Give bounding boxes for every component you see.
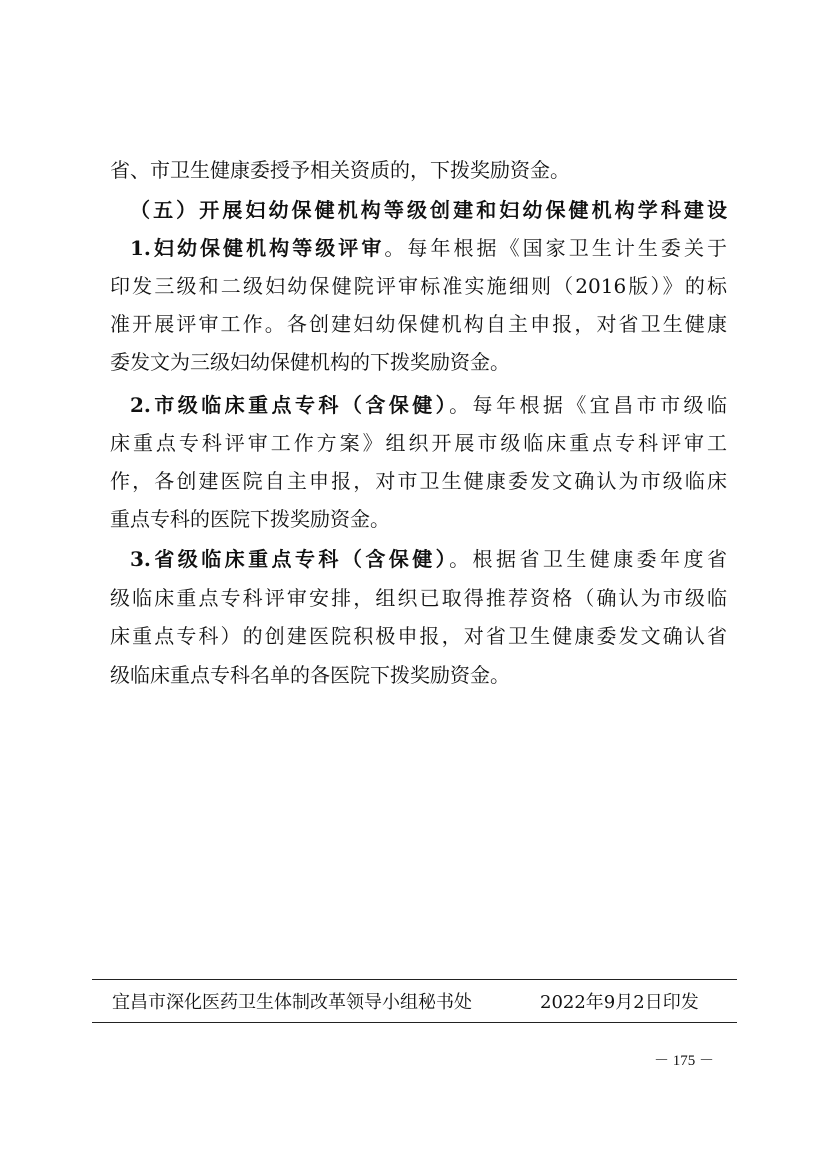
page-number: － 175 － (654, 1053, 715, 1069)
item1-first-line (130, 236, 727, 260)
paragraph-line: 级临床重点专科名单的各医院下拨奖励资金。 (110, 663, 510, 687)
item2-title: 2.市级临床重点专科（含保健） (130, 393, 450, 417)
footer-bottom-rule (92, 1022, 737, 1023)
item2-text: 。每年根据《宜昌市市级临 (449, 393, 727, 417)
item3-text: 。根据省卫生健康委年度省 (449, 547, 727, 571)
paragraph-line: 级临床重点专科评审安排，组织已取得推荐资格（确认为市级临 (110, 586, 727, 610)
item1-text: 。每年根据《国家卫生计生委关于 (384, 236, 727, 260)
paragraph-line: 重点专科的医院下拨奖励资金。 (110, 507, 390, 531)
footer-top-rule (92, 979, 737, 980)
item3-title: 3.省级临床重点专科（含保健） (130, 547, 450, 571)
item2-first-line (130, 393, 727, 417)
paragraph-line: 准开展评审工作。各创建妇幼保健机构自主申报，对省卫生健康 (110, 312, 727, 336)
paragraph-line: 床重点专科）的创建医院积极申报，对省卫生健康委发文确认省 (110, 624, 727, 648)
paragraph-line: 印发三级和二级妇幼保健院评审标准实施细则（2016版）》的标 (110, 274, 727, 298)
paragraph-line: 作，各创建医院自主申报，对市卫生健康委发文确认为市级临床 (110, 469, 727, 493)
paragraph-line: 委发文为三级妇幼保健机构的下拨奖励资金。 (110, 350, 510, 374)
section-heading: （五）开展妇幼保健机构等级创建和妇幼保健机构学科建设 (130, 198, 727, 222)
footer-issuer: 宜昌市深化医药卫生体制改革领导小组秘书处 (112, 992, 472, 1013)
paragraph-line: 床重点专科评审工作方案》组织开展市级临床重点专科评审工 (110, 431, 727, 455)
paragraph-line: 省、市卫生健康委授予相关资质的，下拨奖励资金。 (110, 158, 570, 182)
item1-title: 1.妇幼保健机构等级评审 (130, 236, 385, 260)
item3-first-line (130, 547, 727, 571)
footer-date: 2022年9月2日印发 (540, 992, 699, 1013)
